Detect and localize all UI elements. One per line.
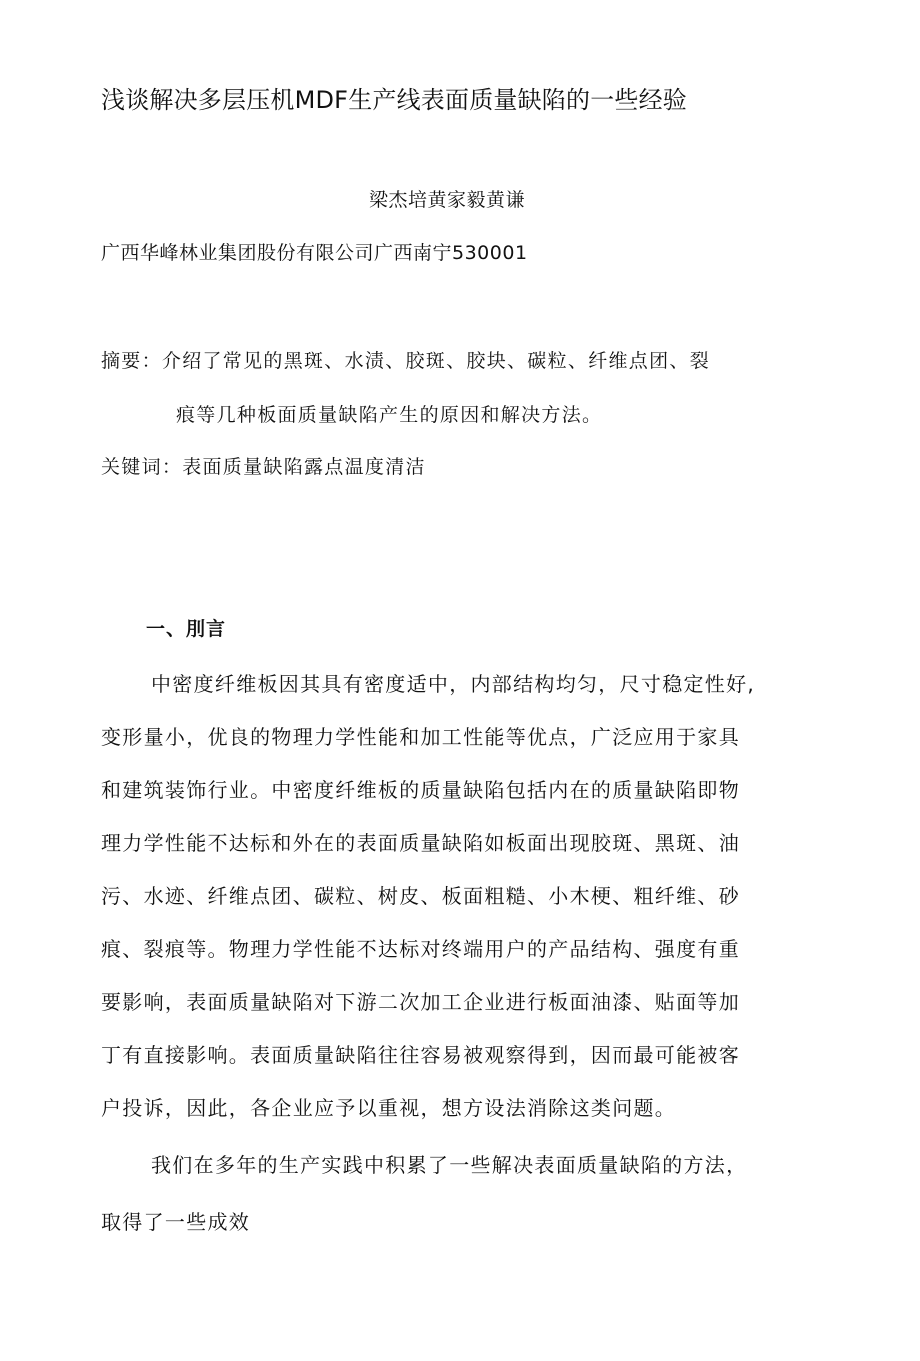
abstract-line-1 xyxy=(101,352,710,371)
paragraph-line: 丁有直接影响。表面质量缺陷往往容易被观察得到，因而最可能被客 xyxy=(101,1043,740,1067)
paragraph-line: 痕、裂痕等。物理力学性能不达标对终端用户的产品结构、强度有重 xyxy=(101,937,740,961)
paragraph-line: 要影响，表面质量缺陷对下游二次加工企业进行板面油漆、贴面等加 xyxy=(101,990,740,1014)
paragraph-line: 变形量小，优良的物理力学性能和加工性能等优点，广泛应用于家具 xyxy=(101,725,740,749)
keywords xyxy=(101,458,426,477)
paragraph-line: 中密度纤维板因其具有密度适中，内部结构均匀，尺寸稳定性好, xyxy=(151,672,756,696)
affiliation: 广西华峰林业集团股份有限公司广西南宁530001 xyxy=(101,242,528,264)
document-title: 浅谈解决多层压机MDF生产线表面质量缺陷的一些经验 xyxy=(101,86,687,114)
abstract-line-2: 痕等几种板面质量缺陷产生的原因和解决方法。 xyxy=(176,404,603,426)
paragraph-line: 理力学性能不达标和外在的表面质量缺陷如板面出现胶斑、黑斑、油 xyxy=(101,831,740,855)
paragraph-line: 户投诉，因此，各企业应予以重视，想方设法消除这类问题。 xyxy=(101,1096,677,1120)
paragraph-line: 污、水迹、纤维点团、碳粒、树皮、板面粗糙、小木梗、粗纤维、砂 xyxy=(101,884,740,908)
keywords-text: 表面质量缺陷露点温度清洁 xyxy=(182,456,426,478)
paragraph-line: 取得了一些成效 xyxy=(101,1210,251,1234)
abstract-text: 介绍了常见的黑斑、水渍、胶斑、胶块、碳粒、纤维点团、裂 xyxy=(161,350,711,372)
section-heading: 一、刖言 xyxy=(146,618,227,640)
abstract-label: 摘要： xyxy=(101,350,162,372)
authors: 梁杰培黄家毅黄谦 xyxy=(369,189,526,211)
keywords-label: 关键词： xyxy=(101,456,183,478)
paragraph-line: 和建筑装饰行业。中密度纤维板的质量缺陷包括内在的质量缺陷即物 xyxy=(101,778,740,802)
paragraph-line: 我们在多年的生产实践中积累了一些解决表面质量缺陷的方法， xyxy=(151,1153,748,1177)
